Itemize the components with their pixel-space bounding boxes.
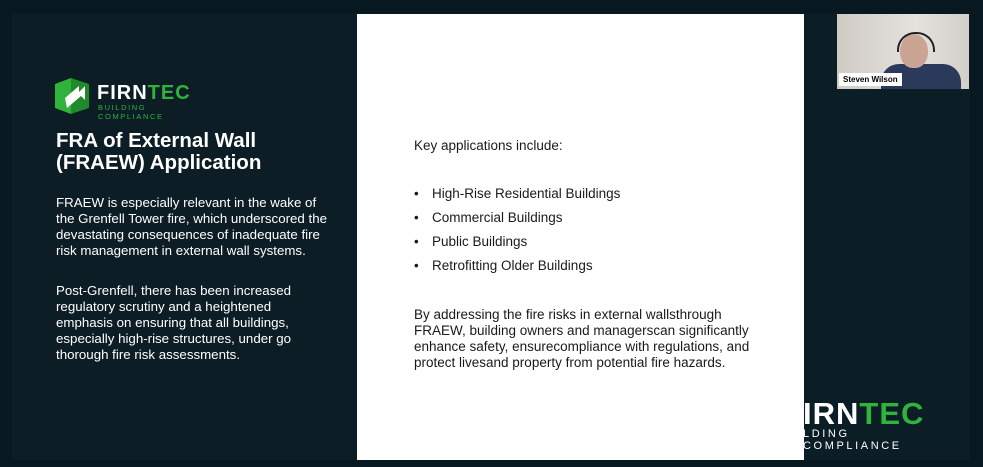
list-item: • Commercial Buildings	[414, 210, 563, 225]
firntec-logo-icon	[55, 78, 89, 114]
slide-title: FRA of External Wall (FRAEW) Application	[56, 129, 262, 174]
participant-video-tile[interactable]	[837, 14, 969, 89]
logo-wordmark: FIRNTEC	[97, 82, 191, 104]
corner-watermark-logo	[803, 396, 953, 452]
bullet-icon: •	[414, 234, 419, 249]
list-item: • Public Buildings	[414, 234, 528, 249]
participant-name-tag: Steven Wilson	[839, 73, 902, 86]
slide-content-panel	[357, 14, 804, 460]
key-applications-heading: Key applications include:	[414, 138, 563, 153]
bullet-icon: •	[414, 258, 419, 273]
post-grenfell-paragraph: Post-Grenfell, there has been increased regulatory scrutiny and a heightened emphasis on ensuring that all buildings, especially high-rise structures, under go thorough fire risk assessments.	[56, 283, 292, 362]
list-item: • High-Rise Residential Buildings	[414, 186, 621, 201]
firntec-logo	[55, 78, 215, 121]
list-item: • Retrofitting Older Buildings	[414, 258, 593, 273]
summary-paragraph: By addressing the fire risks in external wallsthrough FRAEW, building owners and managerscan significantly enhance safety, ensurecompliance with regulations, and protect livesand property from potential fire hazards.	[414, 307, 750, 370]
bullet-icon: •	[414, 186, 419, 201]
bullet-icon: •	[414, 210, 419, 225]
applications-list	[414, 186, 620, 282]
watermark-wordmark: IRNTEC	[803, 396, 925, 431]
watermark-subtitle: LDING COMPLIANCE	[803, 428, 902, 452]
logo-subtitle: BUILDING COMPLIANCE	[98, 103, 164, 121]
intro-paragraph: FRAEW is especially relevant in the wake of the Grenfell Tower fire, which underscored the devastating consequences of inadequate fire risk management in external wall systems.	[56, 195, 328, 258]
